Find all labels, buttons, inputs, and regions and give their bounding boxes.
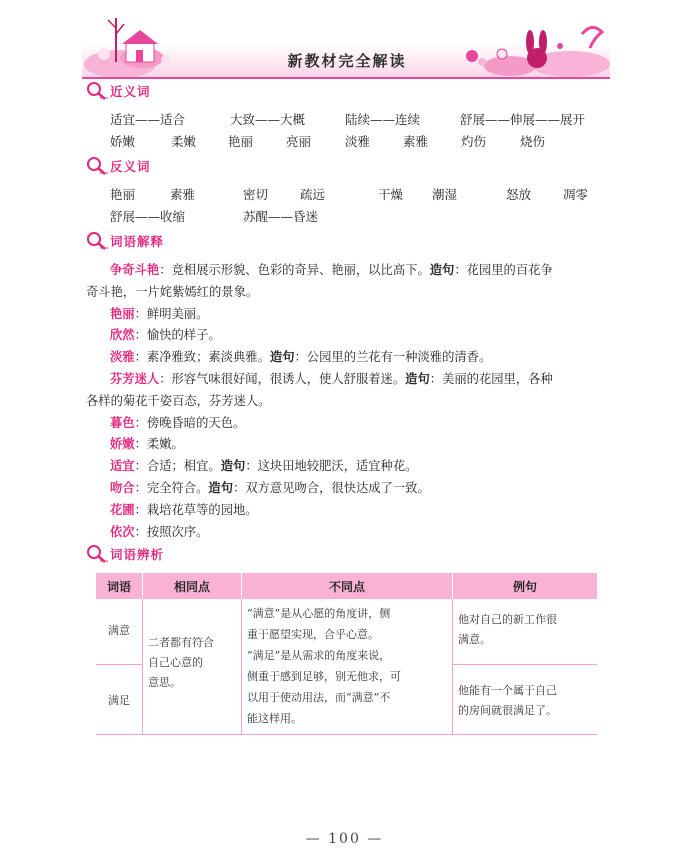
term: 娇嫩 [110, 437, 135, 452]
term: 芬芳迷人 [110, 371, 160, 386]
magnifier-icon [86, 231, 108, 251]
table-example [458, 610, 596, 650]
antonym-word: 疏远 [300, 187, 326, 202]
term: 淡雅 [110, 350, 135, 365]
table-header: 相同点 [143, 573, 241, 599]
section-title: 词语解释 [110, 234, 165, 249]
term: 依次 [110, 524, 135, 539]
table-row-divider [96, 664, 142, 665]
explanation-item [86, 413, 608, 435]
definition: ：傍晚昏暗的天色。 [134, 415, 246, 430]
definition: ：按照次序。 [134, 524, 209, 539]
definition: ：愉快的样子。 [134, 328, 221, 343]
table-header: 例句 [453, 573, 597, 599]
explanation-item [86, 500, 608, 522]
explanation-item [86, 260, 608, 282]
magnifier-icon [86, 156, 108, 176]
term: 艳丽 [110, 306, 135, 321]
table-word: 满意 [108, 624, 130, 637]
example-line: 的房间就很满足了。 [458, 704, 557, 717]
example: ：花园里的百花争 [454, 263, 553, 277]
example: ：这块田地较肥沃，适宜种花。 [245, 459, 418, 474]
synonym-word: 柔嫩 [171, 134, 197, 149]
difference-line: 以用于使动用法，而“满意”不 [247, 691, 391, 704]
example-line: 他对自己的新工作很 [458, 613, 557, 626]
page-header [82, 14, 610, 78]
example-label: 造句 [405, 371, 430, 386]
term: 欣然 [110, 328, 135, 343]
table-header: 不同点 [242, 573, 452, 599]
difference-line: “满足”是从需求的角度来说， [247, 649, 391, 662]
synonym-word: 灼伤 [461, 134, 487, 149]
definition: ：鲜明美丽。 [134, 306, 209, 321]
example: 各样的菊花千姿百态，芬芳迷人。 [86, 393, 271, 408]
definition: ：竞相展示形貌、色彩的奇异、艳丽，以比高下。 [159, 263, 430, 277]
example-label: 造句 [220, 459, 246, 474]
synonym-pair: 陆续——连续 [345, 112, 421, 127]
table-difference [247, 603, 451, 729]
difference-line: 侧重于感到足够，别无他求，可 [247, 670, 401, 683]
example: ：双方意见吻合，很快达成了一致。 [233, 480, 430, 495]
synonym-word: 亮丽 [286, 134, 312, 149]
explanation-list [86, 260, 608, 543]
difference-line: 能这样用。 [247, 712, 302, 725]
antonym-word: 怒放 [506, 187, 532, 202]
common-line: 自己心意的 [148, 656, 203, 669]
common-line: 二者都有符合 [148, 636, 214, 649]
example: ：美丽的花园里，各种 [429, 371, 553, 386]
example-line: 满意。 [458, 633, 491, 646]
difference-line: “满意”是从心愿的角度讲，侧 [247, 607, 391, 620]
definition: ：合适；相宜。 [134, 459, 221, 474]
synonym-pair: 大致——大概 [230, 112, 306, 127]
antonym-word: 潮湿 [432, 187, 458, 202]
explanation-continuation [86, 391, 608, 413]
section-heading-explanations [86, 230, 164, 252]
comparison-table [96, 573, 597, 735]
synonym-word: 烧伤 [520, 134, 546, 149]
term: 花圃 [110, 502, 135, 517]
header-rule [82, 77, 610, 79]
explanation-item [86, 369, 608, 391]
synonym-word: 素雅 [403, 134, 429, 149]
explanation-item [86, 304, 608, 326]
definition: ：完全符合。 [134, 480, 209, 495]
explanation-item [86, 434, 608, 456]
example-label: 造句 [429, 263, 455, 277]
page-number: — 100 — [305, 831, 384, 847]
table-bottom-rule [96, 734, 597, 735]
definition: ：素净雅致；素淡典雅。 [134, 350, 270, 365]
common-line: 意思。 [148, 676, 181, 689]
explanation-continuation [86, 282, 608, 304]
table-divider [142, 599, 143, 735]
antonym-pair: 苏醒——昏迷 [243, 209, 319, 224]
table-common [148, 633, 240, 693]
explanation-item [86, 325, 608, 347]
example: 奇斗艳，一片姹紫嫣红的景象。 [86, 284, 259, 299]
antonym-word: 凋零 [563, 187, 589, 202]
definition: ：栽培花草等的园地。 [134, 502, 258, 517]
magnifier-icon [86, 544, 108, 564]
section-heading-synonyms [86, 80, 151, 102]
definition: ：柔嫩。 [134, 437, 184, 452]
table-example [458, 681, 596, 721]
term: 争奇斗艳 [110, 263, 160, 277]
term: 适宜 [110, 459, 135, 474]
table-row-divider [452, 664, 597, 665]
term: 暮色 [110, 415, 135, 430]
book-title: 新教材完全解读 [287, 52, 407, 70]
table-word: 满足 [108, 694, 130, 707]
example: ：公园里的兰花有一种淡雅的清香。 [294, 350, 492, 365]
explanation-item [86, 522, 608, 544]
table-divider [241, 599, 242, 735]
antonym-word: 素雅 [170, 187, 196, 202]
synonym-word: 娇嫩 [110, 134, 136, 149]
explanation-item [86, 478, 608, 500]
section-title: 反义词 [110, 159, 151, 174]
table-divider [452, 599, 453, 735]
definition: ：形容气味很好闻，很诱人，使人舒服着迷。 [159, 371, 406, 386]
table-header: 词语 [96, 573, 142, 599]
section-title: 词语辨析 [110, 547, 165, 562]
antonym-word: 密切 [243, 187, 269, 202]
synonym-pair: 舒展——伸展——展开 [460, 112, 586, 127]
antonym-word: 艳丽 [110, 187, 136, 202]
section-heading-antonyms [86, 155, 151, 177]
example-line: 他能有一个属于自己 [458, 684, 557, 697]
example-label: 造句 [208, 480, 234, 495]
magnifier-icon [86, 81, 108, 101]
synonym-word: 淡雅 [345, 134, 371, 149]
synonym-word: 艳丽 [228, 134, 254, 149]
antonym-word: 干燥 [378, 187, 404, 202]
explanation-item [86, 456, 608, 478]
difference-line: 重于愿望实现，合乎心意。 [247, 628, 379, 641]
term: 吻合 [110, 480, 135, 495]
section-title: 近义词 [110, 84, 151, 99]
antonym-pair: 舒展——收缩 [110, 209, 186, 224]
synonym-pair: 适宜——适合 [110, 112, 186, 127]
example-label: 造句 [269, 350, 295, 365]
explanation-item [86, 347, 608, 369]
section-heading-analysis [86, 543, 164, 565]
